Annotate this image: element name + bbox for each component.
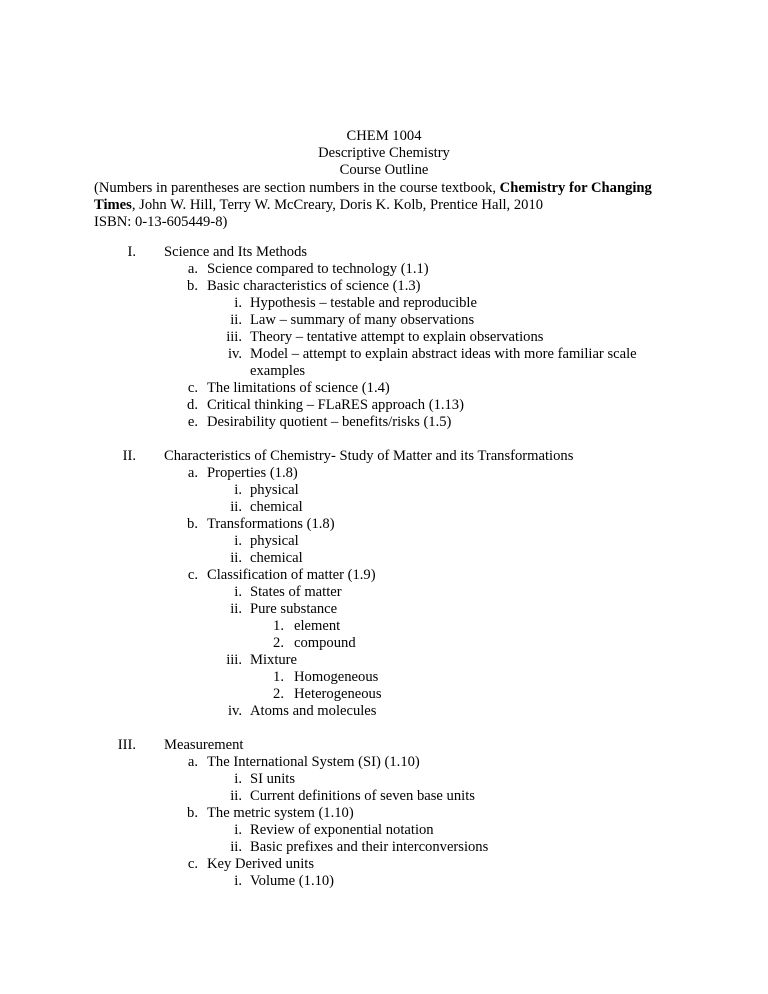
item-text: Properties (1.8) xyxy=(207,465,298,481)
item-text: physical xyxy=(250,533,299,549)
item-marker: b. xyxy=(187,278,198,294)
item-marker: ii. xyxy=(230,312,242,328)
book-title-part-2: Times xyxy=(94,197,132,213)
section-title: Measurement xyxy=(164,737,244,753)
item-marker: ii. xyxy=(230,499,242,515)
book-title-part-1: Chemistry for Changing xyxy=(499,180,652,196)
item-marker: iii. xyxy=(226,652,242,668)
item-marker: a. xyxy=(187,754,198,770)
item-marker: e. xyxy=(187,414,198,430)
item-marker: b. xyxy=(187,805,198,821)
item-text: Key Derived units xyxy=(207,856,314,872)
item-text: Current definitions of seven base units xyxy=(250,788,475,804)
item-text: Atoms and molecules xyxy=(250,703,377,719)
item-text: element xyxy=(294,618,341,634)
section-number: I. xyxy=(127,244,136,260)
section-number: III. xyxy=(117,737,136,753)
section-title: Science and Its Methods xyxy=(164,244,308,260)
item-text: chemical xyxy=(250,550,303,566)
item-text: Basic prefixes and their interconversions xyxy=(250,839,489,855)
item-text: States of matter xyxy=(250,584,342,600)
item-marker: ii. xyxy=(230,550,242,566)
item-text: compound xyxy=(294,635,356,651)
item-text: chemical xyxy=(250,499,303,515)
document-title: Course Outline xyxy=(339,162,429,178)
item-text: SI units xyxy=(250,771,296,787)
item-marker: 2. xyxy=(273,686,284,702)
item-marker: ii. xyxy=(230,839,242,855)
course-name: Descriptive Chemistry xyxy=(318,145,450,161)
course-code: CHEM 1004 xyxy=(346,128,422,144)
item-marker: ii. xyxy=(230,601,242,617)
item-text: Mixture xyxy=(250,652,298,668)
item-text: The metric system (1.10) xyxy=(207,805,354,821)
item-text: Homogeneous xyxy=(294,669,379,685)
item-marker: b. xyxy=(187,516,198,532)
item-text: Law – summary of many observations xyxy=(250,312,475,328)
book-isbn: ISBN: 0-13-605449-8) xyxy=(94,214,228,230)
item-text: Volume (1.10) xyxy=(250,873,335,889)
item-marker: i. xyxy=(234,822,242,838)
item-text: physical xyxy=(250,482,299,498)
item-text: Desirability quotient – benefits/risks (1.5) xyxy=(207,414,452,430)
item-text: The International System (SI) (1.10) xyxy=(207,754,420,770)
section-title: Characteristics of Chemistry- Study of Matter and its Transformations xyxy=(164,448,574,464)
section-number: II. xyxy=(122,448,136,464)
item-marker: i. xyxy=(234,295,242,311)
item-text: Science compared to technology (1.1) xyxy=(207,261,429,277)
item-marker: 2. xyxy=(273,635,284,651)
item-marker: ii. xyxy=(230,788,242,804)
item-marker: c. xyxy=(187,856,198,872)
item-marker: i. xyxy=(234,533,242,549)
item-text-continuation: examples xyxy=(250,363,306,379)
item-marker: i. xyxy=(234,482,242,498)
item-text: Theory – tentative attempt to explain observations xyxy=(250,329,544,345)
item-text: Transformations (1.8) xyxy=(207,516,335,532)
item-marker: i. xyxy=(234,873,242,889)
item-text: Classification of matter (1.9) xyxy=(207,567,376,583)
item-marker: iii. xyxy=(226,329,242,345)
intro-prefix: (Numbers in parentheses are section numbers in the course textbook, xyxy=(94,180,500,196)
item-text: Heterogeneous xyxy=(294,686,382,702)
item-marker: 1. xyxy=(273,669,284,685)
item-text: Pure substance xyxy=(250,601,338,617)
item-marker: i. xyxy=(234,584,242,600)
item-marker: c. xyxy=(187,380,198,396)
item-text: Model – attempt to explain abstract ideas with more familiar scale xyxy=(250,346,637,362)
intro-paragraph xyxy=(94,180,694,231)
item-text: The limitations of science (1.4) xyxy=(207,380,390,396)
item-marker: d. xyxy=(187,397,198,413)
item-marker: a. xyxy=(187,261,198,277)
item-marker: iv. xyxy=(227,703,242,719)
item-text: Hypothesis – testable and reproducible xyxy=(250,295,477,311)
item-text: Review of exponential notation xyxy=(250,822,434,838)
item-marker: a. xyxy=(187,465,198,481)
item-text: Critical thinking – FLaRES approach (1.13) xyxy=(207,397,464,413)
item-marker: 1. xyxy=(273,618,284,634)
item-text: Basic characteristics of science (1.3) xyxy=(207,278,421,294)
item-marker: iv. xyxy=(227,346,242,362)
book-authors: , John W. Hill, Terry W. McCreary, Doris K. Kolb, Prentice Hall, 2010 xyxy=(131,197,544,213)
item-marker: i. xyxy=(234,771,242,787)
item-marker: c. xyxy=(187,567,198,583)
